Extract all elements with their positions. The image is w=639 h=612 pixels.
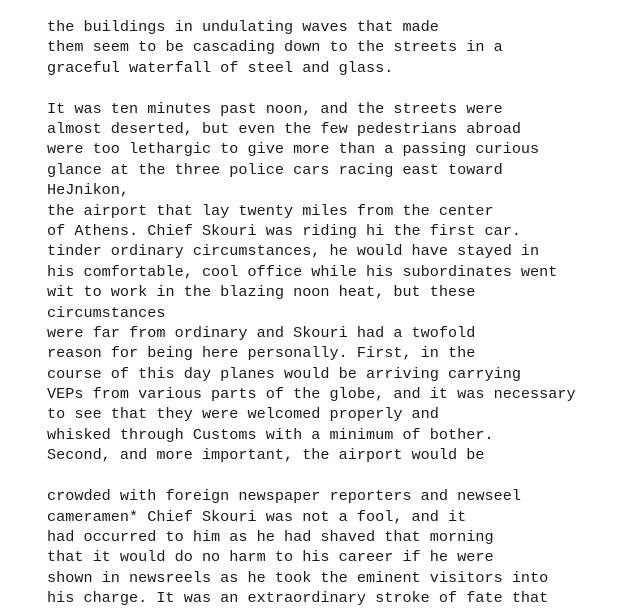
- text-line: his charge. It was an extraordinary stroke of fate that: [47, 589, 549, 608]
- text-line: tinder ordinary circumstances, he would have stayed in: [47, 242, 540, 261]
- paragraph-2: [47, 99, 576, 466]
- text-line: reason for being here personally. First, in the: [47, 344, 476, 363]
- text-line: shown in newsreels as he took the eminent visitors into: [47, 568, 549, 587]
- text-line: were too lethargic to give more than a passing curious: [47, 140, 540, 159]
- text-line: graceful waterfall of steel and glass.: [47, 58, 394, 77]
- text-line: the airport that lay twenty miles from the center: [47, 201, 494, 220]
- text-line: whisked through Customs with a minimum of bother.: [47, 425, 494, 444]
- paragraph-1: [47, 17, 503, 78]
- text-line: wit to work in the blazing noon heat, but these: [47, 283, 476, 302]
- text-line: It was ten minutes past noon, and the streets were: [47, 99, 503, 118]
- text-line: were far from ordinary and Skouri had a twofold: [47, 323, 476, 342]
- text-line: course of this day planes would be arriving carrying: [47, 364, 521, 383]
- text-line: almost deserted, but even the few pedestrians abroad: [47, 119, 521, 138]
- text-line: had occurred to him as he had shaved that morning: [47, 527, 494, 546]
- text-line: HeJnikon,: [47, 181, 130, 200]
- text-line: circumstances: [47, 303, 166, 322]
- text-line: cameramen* Chief Skouri was not a fool, and it: [47, 507, 467, 526]
- text-line: them seem to be cascading down to the streets in a: [47, 38, 503, 57]
- text-line: that it would do no harm to his career if he were: [47, 548, 494, 567]
- text-line: VEPs from various parts of the globe, and it was necessary: [47, 385, 576, 404]
- text-line: Second, and more important, the airport would be: [47, 446, 485, 465]
- text-line: the buildings in undulating waves that made: [47, 18, 439, 36]
- paragraph-3: [47, 486, 548, 608]
- text-line: to see that they were welcomed properly and: [47, 405, 439, 424]
- text-line: crowded with foreign newspaper reporters and newseel: [47, 487, 521, 506]
- text-line: of Athens. Chief Skouri was riding hi the first car.: [47, 221, 521, 240]
- text-line: his comfortable, cool office while his subordinates went: [47, 262, 558, 281]
- text-line: glance at the three police cars racing east toward: [47, 160, 503, 179]
